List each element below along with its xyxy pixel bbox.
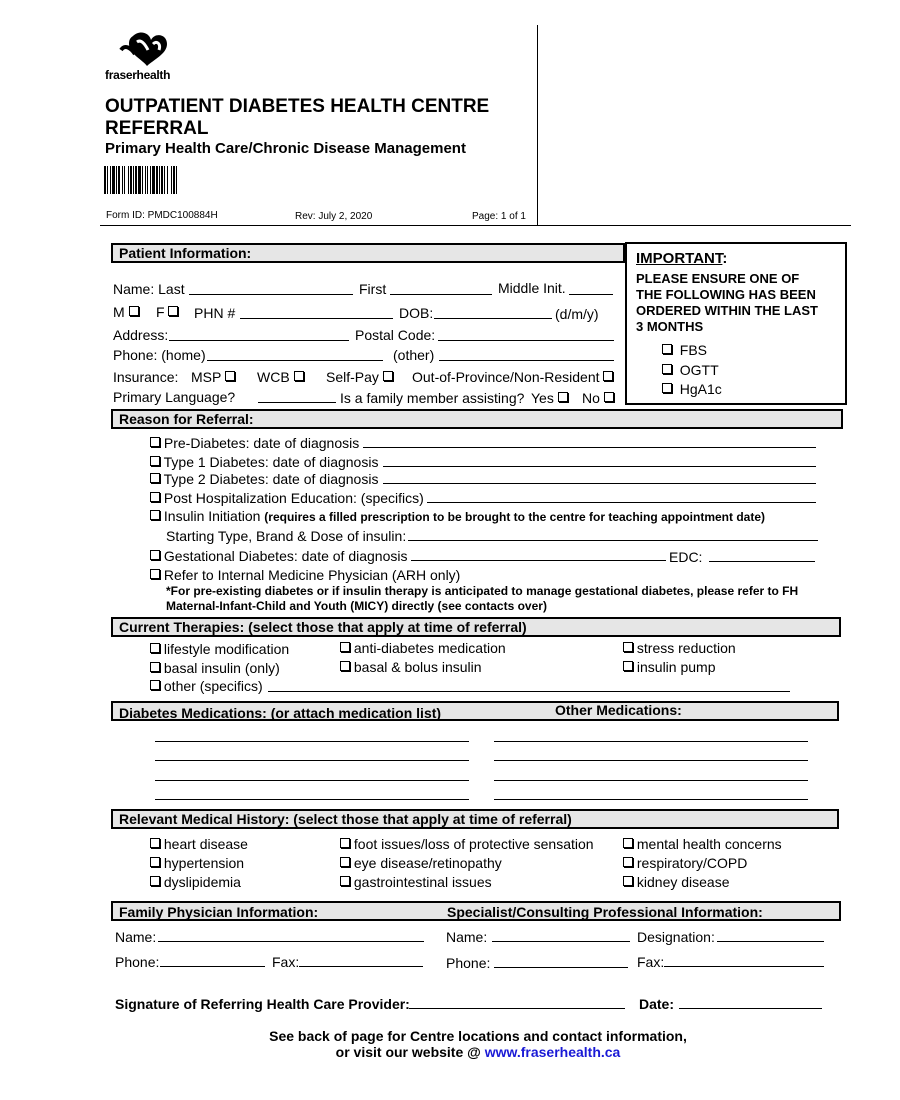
checkbox-icon[interactable] <box>662 344 672 354</box>
diabetes-med-line[interactable] <box>155 741 469 742</box>
important-title: IMPORTANT <box>636 250 723 267</box>
important-line: 3 MONTHS <box>636 319 704 334</box>
barcode-icon <box>104 166 238 194</box>
specialist-title: Specialist/Consulting Professional Information: <box>447 904 763 920</box>
insulin-note: (requires a filled prescription to be brought to the centre for teaching appointment date) <box>264 510 766 524</box>
logo-text: fraserhealth <box>105 68 171 82</box>
checkbox-icon[interactable] <box>129 306 139 316</box>
sp-fax-label: Fax: <box>637 954 665 970</box>
checkbox-icon[interactable] <box>340 838 350 848</box>
mental-health-option[interactable]: mental health concerns <box>623 836 782 852</box>
other-medications-title: Other Medications: <box>555 702 682 718</box>
footer-line1: See back of page for Centre locations and contact information, <box>269 1028 687 1044</box>
family-assist-yes[interactable]: Yes <box>531 390 568 406</box>
diabetes-med-line[interactable] <box>155 780 469 781</box>
gestational-date-field[interactable] <box>411 560 666 561</box>
fp-name-label: Name: <box>115 929 157 945</box>
stress-reduction-option[interactable]: stress reduction <box>623 640 736 656</box>
checkbox-icon[interactable] <box>150 680 160 690</box>
out-of-province-option[interactable]: Out-of-Province/Non-Resident <box>412 369 613 385</box>
post-hospitalization-option[interactable]: Post Hospitalization Education: (specifics) <box>150 490 424 506</box>
checkbox-icon[interactable] <box>150 857 160 867</box>
heart-disease-option[interactable]: heart disease <box>150 836 248 852</box>
insurance-label: Insurance: <box>113 369 179 385</box>
sp-phone-field[interactable] <box>494 967 628 968</box>
checkbox-icon[interactable] <box>340 876 350 886</box>
sp-designation-field[interactable] <box>717 941 824 942</box>
logo <box>105 30 175 84</box>
first-name-field[interactable] <box>390 294 492 295</box>
internal-medicine-option[interactable]: Refer to Internal Medicine Physician (ARH only) <box>150 567 460 583</box>
preexisting-note-line2: Maternal-Infant-Child and Youth (MICY) directly (see contacts over) <box>166 599 547 613</box>
checkbox-icon[interactable] <box>225 371 235 381</box>
history-header: Relevant Medical History: (select those that apply at time of referral) <box>111 809 839 829</box>
sex-m-option[interactable]: M <box>113 304 139 320</box>
post-hospitalization-field[interactable] <box>427 502 816 503</box>
checkbox-icon[interactable] <box>150 437 160 447</box>
form-id: Form ID: PMDC100884H <box>106 210 218 221</box>
sp-name-label: Name: <box>446 929 488 945</box>
family-physician-title: Family Physician Information: <box>119 904 319 920</box>
dob-field[interactable] <box>434 318 552 319</box>
checkbox-icon[interactable] <box>150 838 160 848</box>
form-subtitle: Primary Health Care/Chronic Disease Management <box>105 140 466 157</box>
dob-format: (d/m/y) <box>555 306 599 322</box>
gastrointestinal-option[interactable]: gastrointestinal issues <box>340 874 492 890</box>
important-line: PLEASE ENSURE ONE OF <box>636 271 800 286</box>
checkbox-icon[interactable] <box>150 662 160 672</box>
type2-date-field[interactable] <box>383 483 816 484</box>
website-link[interactable]: www.fraserhealth.ca <box>484 1044 621 1060</box>
phn-label: PHN # <box>194 305 236 321</box>
address-label: Address: <box>113 327 169 343</box>
primary-language-label: Primary Language? <box>113 389 236 405</box>
preexisting-note-line1: *For pre-existing diabetes or if insulin therapy is anticipated to manage gestational diabetes, please refer to FH <box>166 584 799 598</box>
prediabetes-option[interactable]: Pre-Diabetes: date of diagnosis <box>150 435 359 451</box>
msp-option[interactable]: MSP <box>191 369 235 385</box>
checkbox-icon[interactable] <box>294 371 304 381</box>
other-med-line[interactable] <box>494 741 808 742</box>
physician-header <box>111 901 841 921</box>
phone-other-field[interactable] <box>439 360 614 361</box>
diabetes-medications-title: Diabetes Medications: (or attach medication list) <box>119 705 442 721</box>
form-title-line1: OUTPATIENT DIABETES HEALTH CENTRE <box>105 96 490 117</box>
signature-label: Signature of Referring Health Care Provider: <box>115 996 410 1012</box>
signature-date-label: Date: <box>639 996 675 1012</box>
name-last-label: Name: Last <box>113 281 185 297</box>
primary-language-field[interactable] <box>258 402 336 403</box>
other-med-line[interactable] <box>494 799 808 800</box>
sp-name-field[interactable] <box>492 941 630 942</box>
type1-date-field[interactable] <box>383 466 816 467</box>
checkbox-icon[interactable] <box>340 857 350 867</box>
form-rev: Rev: July 2, 2020 <box>295 211 373 222</box>
eye-disease-option[interactable]: eye disease/retinopathy <box>340 855 502 871</box>
header-horizontal-divider <box>100 225 851 226</box>
other-therapy-option[interactable]: other (specifics) <box>150 678 263 694</box>
sex-f-option[interactable]: F <box>156 304 178 320</box>
basal-bolus-option[interactable]: basal & bolus insulin <box>340 659 482 675</box>
hga1c-checkbox[interactable]: HgA1c <box>662 380 722 400</box>
reason-header: Reason for Referral: <box>111 409 843 429</box>
checkbox-icon[interactable] <box>150 492 160 502</box>
type1-option[interactable]: Type 1 Diabetes: date of diagnosis <box>150 454 378 470</box>
middle-init-label: Middle Init. <box>498 280 566 296</box>
sp-phone-label: Phone: <box>446 955 491 971</box>
phone-other-label: (other) <box>393 347 435 363</box>
footer-line2: or visit our website @ www.fraserhealth.ca <box>335 1044 621 1060</box>
first-name-label: First <box>359 281 387 297</box>
patient-info-header: Patient Information: <box>111 243 625 263</box>
checkbox-icon[interactable] <box>662 383 672 393</box>
fp-phone-label: Phone: <box>115 954 160 970</box>
fraserhealth-logo-icon <box>115 30 175 68</box>
lifestyle-option[interactable]: lifestyle modification <box>150 641 289 657</box>
prediabetes-date-field[interactable] <box>363 447 816 448</box>
checkbox-icon[interactable] <box>150 569 160 579</box>
phone-home-field[interactable] <box>207 360 383 361</box>
fbs-checkbox[interactable]: FBS <box>662 341 722 361</box>
wcb-option[interactable]: WCB <box>257 369 304 385</box>
medications-header <box>111 701 839 721</box>
edc-label: EDC: <box>669 549 703 565</box>
checkbox-icon[interactable] <box>623 857 633 867</box>
checkbox-icon[interactable] <box>150 510 160 520</box>
kidney-disease-option[interactable]: kidney disease <box>623 874 730 890</box>
last-name-field[interactable] <box>189 294 353 295</box>
fp-phone-field[interactable] <box>160 966 265 967</box>
fp-fax-label: Fax: <box>272 954 300 970</box>
hypertension-option[interactable]: hypertension <box>150 855 244 871</box>
important-box: IMPORTANT: PLEASE ENSURE ONE OF THE FOLLOWING HAS BEEN ORDERED WITHIN THE LAST 3 MONTHS FBS OGTT HgA1c <box>625 242 847 405</box>
other-therapy-field[interactable] <box>268 691 790 692</box>
gestational-option[interactable]: Gestational Diabetes: date of diagnosis <box>150 548 408 564</box>
foot-issues-option[interactable]: foot issues/loss of protective sensation <box>340 836 594 852</box>
anti-diabetes-option[interactable]: anti-diabetes medication <box>340 640 506 656</box>
dob-label: DOB: <box>399 305 434 321</box>
family-assist-label: Is a family member assisting? <box>340 390 525 406</box>
checkbox-icon[interactable] <box>150 876 160 886</box>
checkbox-icon[interactable] <box>604 392 614 402</box>
fp-name-field[interactable] <box>158 941 424 942</box>
checkbox-icon[interactable] <box>150 473 160 483</box>
signature-date-field[interactable] <box>679 1008 822 1009</box>
starting-insulin-field[interactable] <box>408 540 818 541</box>
checkbox-icon[interactable] <box>623 642 633 652</box>
postal-code-label: Postal Code: <box>355 327 436 343</box>
phone-home-label: Phone: (home) <box>113 347 206 363</box>
basal-insulin-option[interactable]: basal insulin (only) <box>150 660 280 676</box>
header-vertical-divider <box>537 25 538 226</box>
therapies-header: Current Therapies: (select those that apply at time of referral) <box>111 617 841 637</box>
important-line: ORDERED WITHIN THE LAST <box>636 303 818 318</box>
edc-field[interactable] <box>709 561 815 562</box>
respiratory-option[interactable]: respiratory/COPD <box>623 855 747 871</box>
self-pay-option[interactable]: Self-Pay <box>326 369 393 385</box>
insulin-pump-option[interactable]: insulin pump <box>623 659 716 675</box>
postal-code-field[interactable] <box>438 340 614 341</box>
form-title-line2: REFERRAL <box>105 118 209 139</box>
signature-field[interactable] <box>409 1008 625 1009</box>
middle-init-field[interactable] <box>569 294 613 295</box>
sp-fax-field[interactable] <box>664 966 824 967</box>
sp-designation-label: Designation: <box>637 929 715 945</box>
checkbox-icon[interactable] <box>150 456 160 466</box>
type2-option[interactable]: Type 2 Diabetes: date of diagnosis <box>150 471 378 487</box>
checkbox-icon[interactable] <box>150 643 160 653</box>
checkbox-icon[interactable] <box>340 661 350 671</box>
checkbox-icon[interactable] <box>603 371 613 381</box>
other-med-line[interactable] <box>494 780 808 781</box>
insulin-initiation-option[interactable]: Insulin Initiation (requires a filled prescription to be brought to the centre for teaching appointment date) <box>150 508 765 524</box>
fp-fax-field[interactable] <box>299 966 423 967</box>
starting-insulin-label: Starting Type, Brand & Dose of insulin: <box>166 528 407 544</box>
diabetes-med-line[interactable] <box>155 760 469 761</box>
checkbox-icon[interactable] <box>662 364 672 374</box>
other-med-line[interactable] <box>494 760 808 761</box>
checkbox-icon[interactable] <box>623 838 633 848</box>
checkbox-icon[interactable] <box>623 661 633 671</box>
checkbox-icon[interactable] <box>383 371 393 381</box>
checkbox-icon[interactable] <box>623 876 633 886</box>
checkbox-icon[interactable] <box>168 306 178 316</box>
important-line: THE FOLLOWING HAS BEEN <box>636 287 816 302</box>
phn-field[interactable] <box>240 318 393 319</box>
checkbox-icon[interactable] <box>150 550 160 560</box>
address-field[interactable] <box>169 340 349 341</box>
ogtt-checkbox[interactable]: OGTT <box>662 361 722 381</box>
dyslipidemia-option[interactable]: dyslipidemia <box>150 874 241 890</box>
family-assist-no[interactable]: No <box>582 390 614 406</box>
diabetes-med-line[interactable] <box>155 799 469 800</box>
checkbox-icon[interactable] <box>558 392 568 402</box>
form-page: Page: 1 of 1 <box>472 211 526 222</box>
checkbox-icon[interactable] <box>340 642 350 652</box>
